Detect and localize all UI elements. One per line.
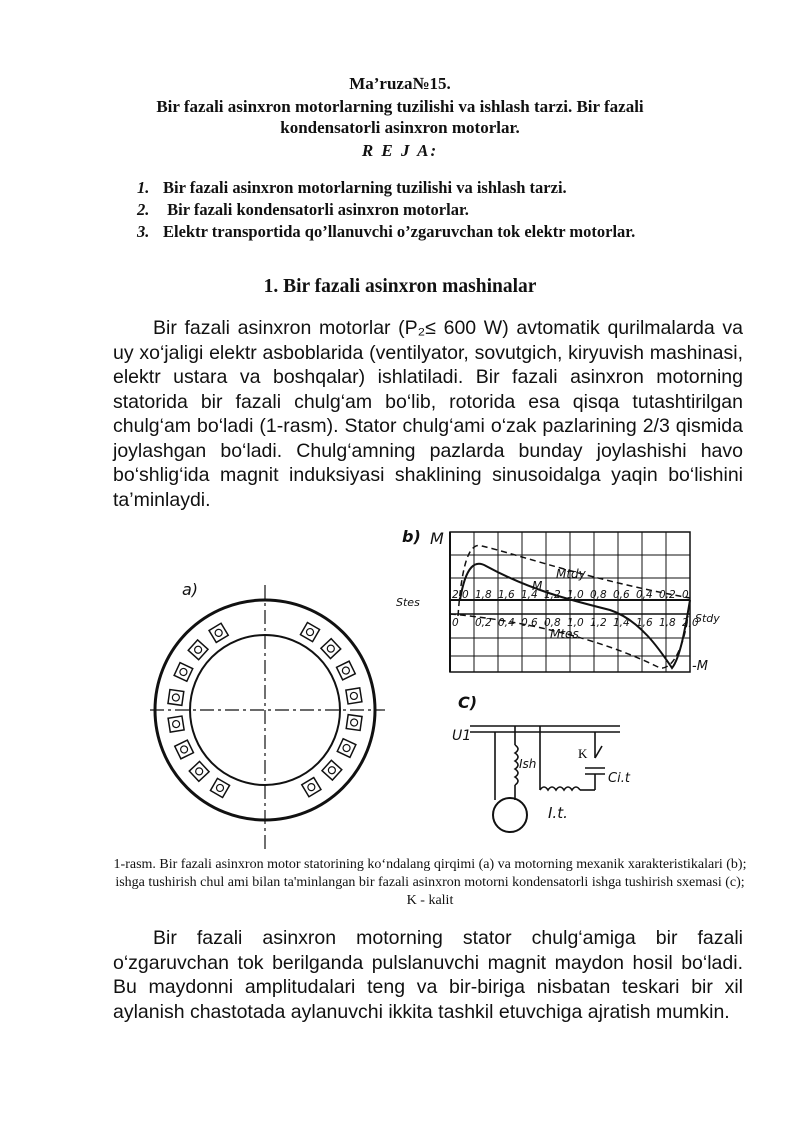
bottom-scale-tick-label: 0,4 <box>498 617 515 629</box>
lecture-title-line2: kondensatorli asinxron motorlar. <box>280 118 520 137</box>
stator-slot <box>300 622 319 641</box>
top-scale-tick-label: 0,2 <box>659 589 676 601</box>
stator-slot <box>346 688 362 704</box>
top-scale-tick-label: 0 <box>682 589 689 601</box>
bottom-scale-tick-label: 1,8 <box>659 617 676 629</box>
stator-slot <box>346 715 362 731</box>
curve-M-label: M <box>532 579 543 593</box>
s-tdy-label: Stdy <box>695 612 720 625</box>
top-scale-tick-label: 1,2 <box>544 589 561 601</box>
K-switch-label: K <box>578 746 588 761</box>
lecture-title-line1: Bir fazali asinxron motorlarning tuzilishi va ishlash tarzi. Bir fazali <box>156 97 644 116</box>
stator-slot <box>337 739 356 758</box>
characteristics-chart <box>450 532 690 672</box>
capacitor-label: Ci.t <box>608 771 630 786</box>
bottom-scale-tick-label: 0,6 <box>521 617 538 629</box>
bottom-scale-tick-label: 0,2 <box>475 617 492 629</box>
top-scale-tick-label: 2,0 <box>452 589 469 601</box>
plan-item-number: 3. <box>137 222 150 241</box>
bottom-scale-tick-label: 1,2 <box>590 617 607 629</box>
stator-slot <box>175 740 194 759</box>
bottom-scale-tick-label: 0,8 <box>544 617 561 629</box>
It-winding-label: I.t. <box>548 804 568 822</box>
stator-cross-section <box>150 585 385 850</box>
plan-item-text: Bir fazali kondensatorli asinxron motorlar. <box>163 200 469 219</box>
top-scale-tick-label: 1,0 <box>567 589 584 601</box>
top-scale-tick-label: 1,6 <box>498 589 515 601</box>
stator-slot <box>210 778 229 797</box>
top-scale-tick-label: 0,4 <box>636 589 653 601</box>
circuit-diagram <box>470 726 620 832</box>
stator-slot <box>174 663 193 682</box>
s-tes-label: Stes <box>396 596 420 609</box>
label-a: a) <box>182 580 199 599</box>
stator-slot <box>188 640 208 660</box>
bottom-scale-tick-label: 0 <box>452 617 459 629</box>
plan-item <box>137 199 777 221</box>
label-b: b) <box>402 527 421 546</box>
Ish-label: Ish <box>519 757 537 771</box>
plan-list <box>137 177 777 243</box>
stator-slot <box>209 623 228 642</box>
plan-heading: R E J A: <box>361 141 439 160</box>
bottom-scale-tick-label: 1,0 <box>567 617 584 629</box>
figure-caption: 1-rasm. Bir fazali asinxron motor statorining ko‘ndalang qirqimi (a) va motorning mexanik xarakteristikalari (b); ishga tushirish chul ami bilan ta'minlangan bir fazali asinxron motorni kondensatorli ishga tushirish sxemasi (c); K - kalit <box>113 857 747 908</box>
label-c: C) <box>458 693 478 712</box>
stator-slot <box>321 639 341 659</box>
plan-item-number: 2. <box>137 200 150 219</box>
body-paragraph: Bir fazali asinxron motorning stator chulg‘amiga bir fazali o‘zgaruvchan tok berilganda pulslanuvchi magnit maydon hosil bo‘ladi. Bu maydonni amplitudalari teng va bir-biriga nisbatan teskari bir xil aylanish chastotada aylanuvchi ikkita tashkil etuvchiga ajratish mumkin. <box>113 927 743 1023</box>
U1-label: U1 <box>452 728 472 744</box>
plan-item <box>137 177 777 199</box>
plan-item <box>137 221 777 243</box>
lecture-number: Ma’ruza№15. <box>349 74 451 93</box>
top-scale-tick-label: 1,8 <box>475 589 492 601</box>
bottom-scale-tick-label: 1,4 <box>613 617 630 629</box>
plan-item-text: Elektr transportida qo’llanuvchi o’zgaruvchan tok elektr motorlar. <box>163 222 636 241</box>
bottom-scale-tick-label: 1,6 <box>636 617 653 629</box>
section-title: 1. Bir fazali asinxron mashinalar <box>263 276 537 297</box>
stator-slot <box>168 690 184 706</box>
bottom-scale-tick-label: 2,0 <box>682 617 699 629</box>
top-scale-tick-label: 0,6 <box>613 589 630 601</box>
figure-drawing <box>140 520 720 850</box>
stator-slot <box>168 716 184 732</box>
plan-item-text: Bir fazali asinxron motorlarning tuzilishi va ishlash tarzi. <box>163 178 567 197</box>
plan-item-number: 1. <box>137 178 150 197</box>
top-scale-tick-label: 1,4 <box>521 589 538 601</box>
stator-slot <box>337 661 356 680</box>
curve-Mtes-label: Mtes <box>550 627 579 641</box>
stator-slot <box>189 761 209 781</box>
stator-slot <box>302 778 321 797</box>
body-paragraph: Bir fazali asinxron motorlar (P₂≤ 600 W) avtomatik qurilmalarda va uy xo‘jaligi elektr asboblarida (ventilyator, sovutgich, kiryuvish mashinasi, elektr ustara va boshqalar) ishlatiladi. Bir fazali asinxron motorning statorida bir fazali chulg‘am bo‘lib, rotorida esa qisqa tutashtirilgan chulg‘am bo‘ladi (1-rasm). Stator chulg‘ami o‘zak pazlarining 2/3 qismida joylashgan bo‘ladi. Chulg‘amning pazlarda bunday joylashishi havo bo‘shlig‘ida magnit induksiyasi shaklining sinusoidalga yaqin bo‘lishini ta’minlaydi. <box>113 317 743 511</box>
curve-Mtdy-label: Mtdy <box>556 567 586 581</box>
top-scale-tick-label: 0,8 <box>590 589 607 601</box>
figure-1 <box>140 520 720 850</box>
axis-M-label: M <box>430 529 444 548</box>
stator-slot <box>322 760 342 780</box>
axis-minus-M-label: -M <box>692 659 708 674</box>
